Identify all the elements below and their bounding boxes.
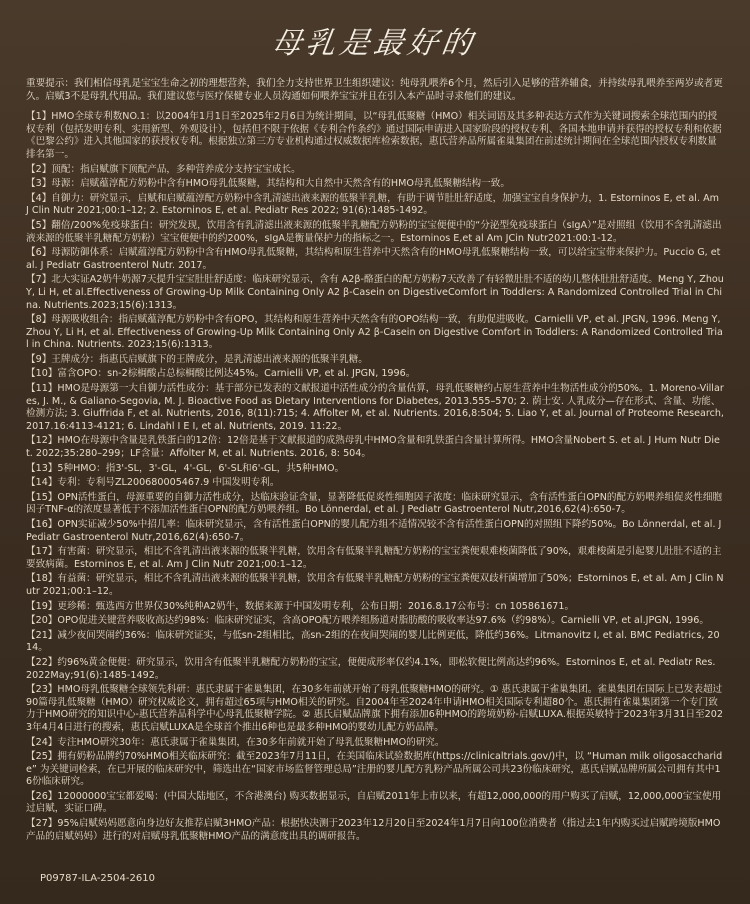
- footnote-item: 【2】顶配：指启赋旗下顶配产品，多种营养成分支持宝宝成长。: [26, 163, 301, 175]
- footnote-item: 【22】约96%黄金便便：研究显示，饮用含有低聚半乳糖配方奶粉的宝宝，便便成形率仅约4.1%，即松软便比例高达约96%。Estorninos E, et al. Pediatr Res. 2022May;91(6):1485-1492。: [26, 656, 716, 681]
- footnote-item: 【9】王牌成分：指惠氏启赋旗下的王牌成分，是乳清滤出液来源的低聚半乳糖。: [26, 353, 368, 365]
- footnote-item: 【1】HMO全球专利数NO.1：以2004年1月1日至2025年2月6日为统计期间，以“母乳低聚糖（HMO）相关词语及其多种表达方式作为关键词搜索全球范围内的授权专利（包括发明专利、实用新型、外观设计），包括但不限于依据《专利合作条约》通过国际申请进入国家阶段的授权专利、各国本地申请并获得的授权专利和依据《巴黎公约》进入其他国家的获授权专利。根据独立第三方专业机构通过权威数据库检索数据，惠氏营养品所属雀巢集团在前述统计期间在全球范围内授权专利数量排名第一。: [26, 111, 722, 160]
- footnote-item: 【6】母源防御体系：启赋蕴淳配方奶粉中含有HMO母乳低聚糖，其结构和原生营养中天然含有的HMO母乳低聚糖结构一致，可以给宝宝带来保护力。Puccio G, et al. J Pediatr Gastroenterol Nutr. 2017。: [26, 247, 721, 271]
- footnote-item: 【21】减少夜间哭闹约36%：临床研究证实，与低sn-2组相比，高sn-2组的在夜间哭闹的婴儿比例更低，降低约36%。Litmanovitz I, et al. BMC Pediatrics, 2014。: [26, 629, 720, 654]
- footnotes-list: [26, 111, 724, 843]
- footnote-item: 【20】OPO促进关键营养吸收高达约98%：临床研究证实，含高OPO配方喂养组肠道对脂肪酸的吸收率达97.6%（约98%）。Carnielli VP, et al.JPGN, 1996。: [26, 615, 709, 627]
- footnote-item: 【11】HMO是母源第一大自御力活性成分：基于部分已发表的文献报道中活性成分的含量估算，母乳低聚糖约占原生营养中生物活性成分的50%。1. Moreno-Villares, J. M., & Galiano-Segovia, M. J. Bioactive Food as Dietary Interventions for Diabetes, 2013.555–570; 2. 荫士安. 人乳成分—存在形式、含量、功能、检测方法; 3. Giuffrida F, et al. Nutrients, 2016, 8(11):715; 4. Affolter M, et al. Nutrients. 2016,8:504; 5. Liao Y, et al. Journal of Proteome Research, 2017.16:4113-4121; 6. Lindahl I E I, et al. Nutrients, 2019. 11:22。: [26, 383, 724, 432]
- footnote-item: 【26】12000000宝宝都爱喝：(中国大陆地区，不含港澳台) 购买数据显示，自启赋2011年上市以来，有超12,000,000的用户购买了启赋，12,000,000宝宝使用过启赋，实证口碑。: [26, 790, 722, 815]
- footnote-item: 【27】95%启赋妈妈愿意向身边好友推荐启赋3HMO产品：根据快决测于2023年12月20日至2024年1月7日向100位消费者（指过去1年内购买过启赋跨境版HMO产品的启赋妈妈）进行的对启赋母乳低聚糖HMO产品的满意度出具的调研报告。: [26, 818, 721, 842]
- important-notice: 重要提示：我们相信母乳是宝宝生命之初的理想营养，我们全力支持世界卫生组织建议：纯母乳喂养6个月，然后引入足够的营养辅食，并持续母乳喂养至两岁或者更久。启赋3不是母乳代用品。我们建议您与医疗保健专业人员沟通如何喂养宝宝并且在引入本产品时寻求他们的建议。: [26, 78, 723, 102]
- footnote-item: 【7】北大实证A2奶牛奶源7天提升宝宝肚肚舒适度：临床研究显示，含有 A2β-酪蛋白的配方奶粉7天改善了有轻微肚肚不适的幼儿整体肚肚舒适度。Meng Y, Zhou Y, Li H, et al.Effectiveness of Growing-Up Milk Containing Only A2 β-Casein on DigestiveComfort in Toddlers: A Randomized Controlled Trial in China. Nutrients.2023;15(6):1313。: [26, 274, 724, 311]
- footnote-item: 【25】拥有奶粉品牌约70%HMO相关临床研究：截至2023年7月11日，在美国临床试验数据库(https://clinicaltrials.gov/)中，以 “Human milk oligosaccharide” 为关键词检索，在已开展的临床研究中，筛选出在“国家市场监督管理总局”注册的婴儿配方乳粉产品所属公司共23份临床研究，惠氏启赋品牌所属公司拥有其中16份临床研究。: [26, 751, 723, 788]
- footnote-item: 【5】翻倍/200%免疫球蛋白：研究发现，饮用含有乳清滤出液来源的低聚半乳糖配方奶粉的宝宝便便中的“分泌型免疫球蛋白（sIgA）”是对照组（饮用不含乳清滤出液来源的低聚半乳糖配方奶粉）宝宝便便中的约200%，sIgA是衡量保护力的指标之一。Estorninos E,et al Am JCin Nutr2021:00:1-12。: [26, 219, 722, 244]
- footnote-item: 【19】更珍稀：甄选西方世界仅30%纯种A2奶牛，数据来源于中国发明专利，公布日期：2016.8.17公布号：cn 105861671。: [26, 600, 575, 612]
- footnote-item: 【23】HMO母乳低聚糖全球领先科研：惠氏隶属于雀巢集团，在30多年前就开始了母乳低聚糖HMO的研究。① 惠氏隶属于雀巢集团。雀巢集团在国际上已发表超过90篇母乳低聚糖（HMO）研究权威论文，拥有超过65项与HMO相关的研究。自2004年至2024年申请HMO相关国际专利超80个。惠氏拥有雀巢集团第一个专门致力于HMO研究的知识中心-惠氏营养品科学中心母乳低聚糖学院。② 惠氏启赋品牌旗下拥有添加6种HMO的跨境奶粉-启赋LUXA.根据英敏特于2023年3月31日至2023年4月4日进行的搜索，惠氏启赋LUXA是全球首个推出6种也是最多种HMO的婴幼儿配方奶品牌。: [26, 684, 723, 733]
- footnote-item: 【8】母源吸收组合：指启赋蕴淳配方奶粉中含有OPO，其结构和原生营养中天然含有的OPO结构一致，有助促进吸收。Carnielli VP, et al. JPGN, 1996. Meng Y, Zhou Y, Li H, et al. Effectiveness of Growing-Up Milk Containing Only A2 β-Casein on Digestive Comfort in Toddlers: A Randomized Controlled Trial in China. Nutrients. 2023;15(6):1313。: [26, 314, 723, 351]
- footnote-item: 【15】OPN活性蛋白，母源重要的自御力活性成分，达临床验证含量，显著降低促炎性细胞因子浓度：临床研究显示，含有活性蛋白OPN的配方奶喂养组促炎性细胞因子TNF-α的浓度显著低于不添加活性蛋白OPN的配方奶喂养组。Bo Lönnerdal, et al. J Pediatr Gastroenterol Nutr,2016,62(4):650-7。: [26, 491, 723, 516]
- footnote-item: 【18】有益菌：研究显示，相比不含乳清出液来源的低聚半乳糖，饮用含有低聚半乳糖配方奶粉的宝宝粪便双歧杆菌增加了50%；Estorninos E, et al. Am J Clin Nutr 2021;00:1–12。: [26, 573, 724, 597]
- footnote-item: 【16】OPN实证减少50%中招几率：临床研究显示，含有活性蛋白OPN的婴儿配方组不适情况较不含有活性蛋白OPN的对照组下降约50%。Bo Lönnerdal, et al. J Pediatr Gastroenterol Nutr,2016,62(4):650-7。: [26, 519, 722, 543]
- page-title: 母乳是最好的: [269, 26, 478, 61]
- footnote-item: 【14】专利：专利号ZL200680005467.9 中国发明专利。: [26, 477, 280, 489]
- footnote-item: 【24】专注HMO研究30年：惠氏隶属于雀巢集团，在30多年前就开始了母乳低聚糖HMO的研究。: [26, 736, 445, 748]
- footnote-item: 【12】HMO在母源中含量是乳铁蛋白的12倍：12倍是基于文献报道的成熟母乳中HMO含量和乳铁蛋白含量计算所得。HMO含量Nobert S. et al. J Hum Nutr Diet. 2022;35:280–299；LF含量：Affolter M, et al. Nutrients. 2016, 8: 504。: [26, 435, 720, 460]
- footnote-item: 【3】母源：启赋蕴淳配方奶粉中含有HMO母乳低聚糖，其结构和大自然中天然含有的HMO母乳低聚糖结构一致。: [26, 178, 510, 190]
- footnote-item: 【13】5种HMO：指3'-SL，3'-GL，4'-GL，6'-SL和6'-GL，共5种HMO。: [26, 462, 345, 474]
- footnote-item: 【4】自御力：研究显示，启赋和启赋蕴淳配方奶粉中含乳清滤出液来源的低聚半乳糖，有助于调节肚肚舒适度，加强宝宝自身保护力，1. Estorninos E, et al. Am J Clin Nutr 2021;00:1–12; 2. Estorninos E, et al. Pediatr Res 2022; 91(6):1485-1492。: [26, 192, 719, 217]
- footnote-item: 【10】富含OPO：sn-2棕榈酸占总棕榈酸比例达45%。Carnielli VP, et al. JPGN, 1996。: [26, 368, 416, 380]
- document-code: P09787-ILA-2504-2610: [40, 873, 155, 884]
- footnote-item: 【17】有害菌：研究显示，相比不含乳清出液来源的低聚半乳糖，饮用含有低聚半乳糖配方奶粉的宝宝粪便艰难梭菌降低了90%，艰难梭菌是引起婴儿肚肚不适的主要致病菌。Estorninos E, et al. Am J Clin Nutr 2021;00:1–12。: [26, 546, 722, 570]
